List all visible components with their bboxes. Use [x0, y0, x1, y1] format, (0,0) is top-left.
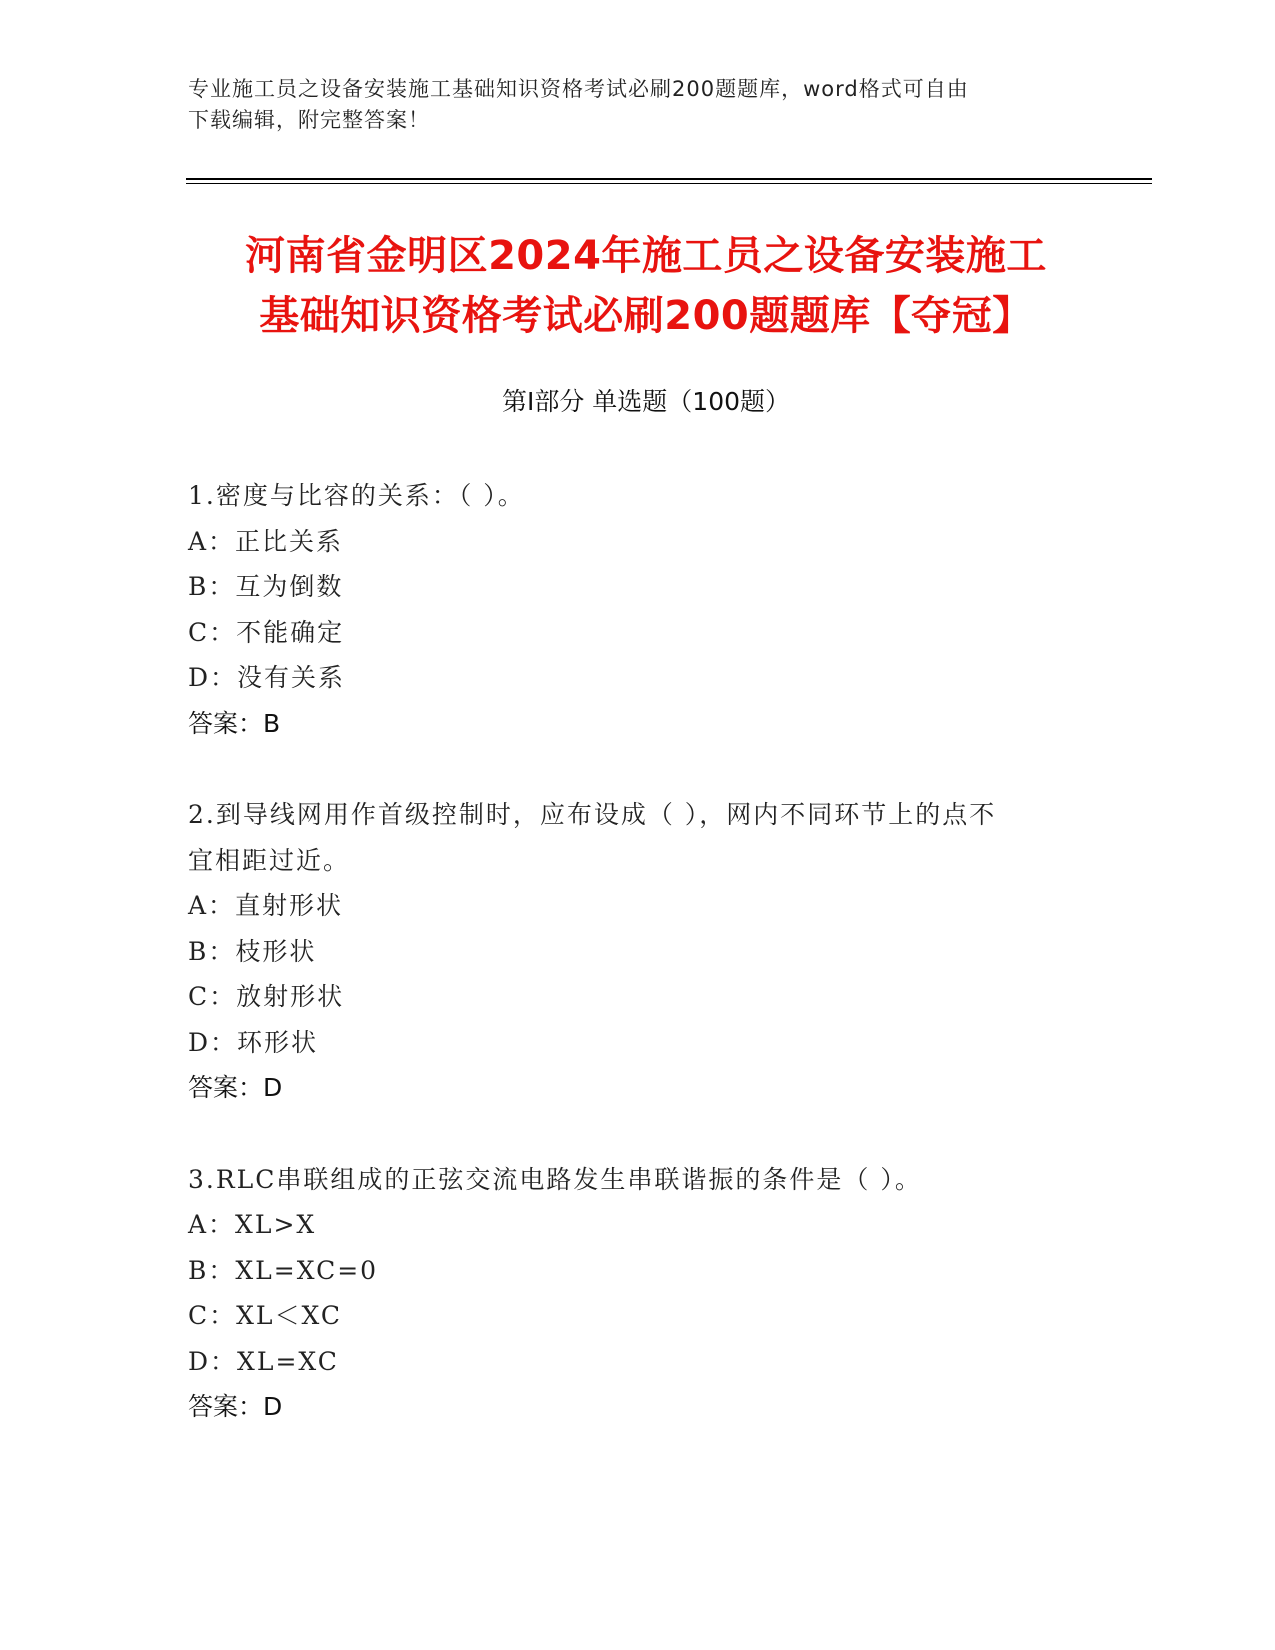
answer-line: 答案：D [188, 1392, 283, 1421]
option-d: D：环形状 [188, 1027, 319, 1057]
option-a: A：XL>X [188, 1210, 317, 1239]
option-c: C：放射形状 [188, 982, 345, 1011]
option-a: A：正比关系 [188, 526, 344, 556]
question-spacer [188, 1111, 1088, 1157]
header-rule-thin [186, 183, 1152, 184]
answer-line: 答案：D [188, 1073, 283, 1102]
question-2 [188, 792, 1088, 1111]
document-title-line-2: 基础知识资格考试必刷200题题库【夺冠】 [259, 293, 1033, 339]
question-3 [188, 1157, 1088, 1430]
question-1 [188, 473, 1088, 746]
header-note-line-1: 专业施工员之设备安装施工基础知识资格考试必刷200题题库，word格式可自由 [188, 77, 969, 101]
answer-line: 答案：B [188, 708, 281, 738]
question-stem: 1.密度与比容的关系：（ ）。 [188, 481, 525, 510]
question-stem: 2.到导线网用作首级控制时，应布设成（ ），网内不同环节上的点不 [188, 800, 997, 829]
document-title [186, 226, 1106, 346]
option-a: A：直射形状 [188, 891, 344, 920]
header-rule-thick [186, 178, 1152, 180]
header-note [188, 74, 1088, 136]
header-note-line-2: 下载编辑，附完整答案！ [188, 108, 430, 132]
option-c: C：不能确定 [188, 617, 345, 647]
question-stem-continued: 宜相距过近。 [188, 845, 351, 875]
question-stem: 3.RLC串联组成的正弦交流电路发生串联谐振的条件是（ ）。 [188, 1164, 922, 1194]
option-b: B：互为倒数 [188, 572, 344, 601]
option-d: D：没有关系 [188, 663, 346, 692]
option-c: C：XL＜XC [188, 1301, 343, 1330]
question-spacer [188, 746, 1088, 792]
document-title-line-1: 河南省金明区2024年施工员之设备安装施工 [245, 233, 1047, 279]
option-d: D：XL=XC [188, 1346, 339, 1376]
option-b: B：XL=XC=0 [188, 1255, 379, 1285]
question-list [188, 473, 1088, 1430]
section-title: 第Ⅰ部分 单选题（100题） [501, 387, 791, 416]
option-b: B：枝形状 [188, 936, 317, 966]
